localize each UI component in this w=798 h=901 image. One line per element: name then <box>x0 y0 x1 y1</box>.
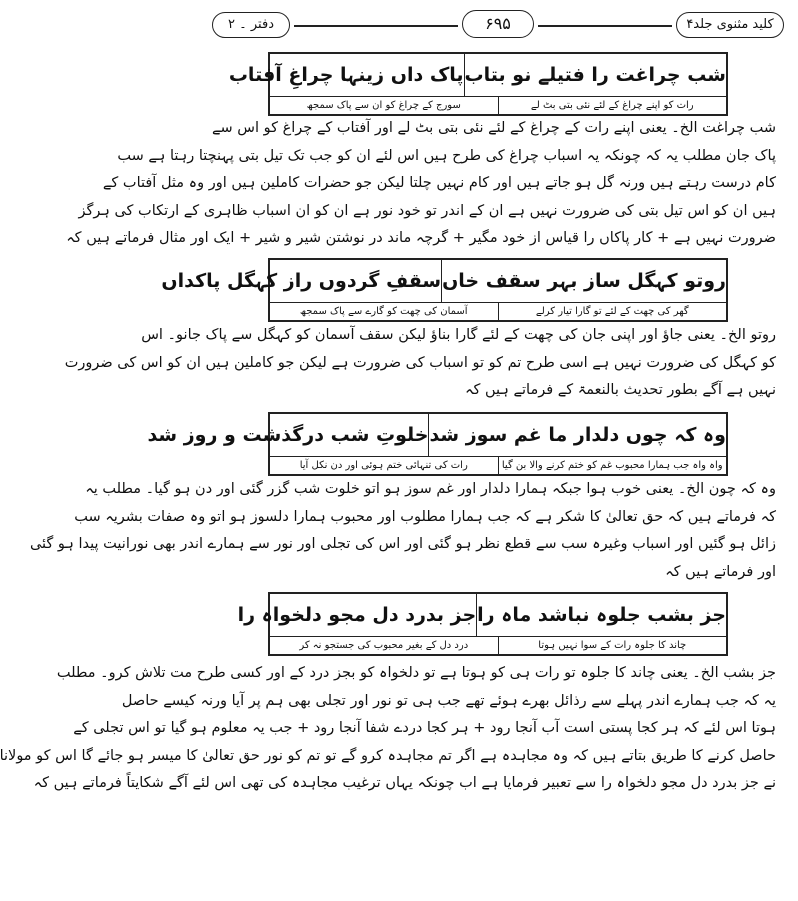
verse-line: خلوتِ شب درگذشت و روز شد <box>147 424 429 446</box>
verse-line: وہ کہ چوں دلدار ما غم سوز شد <box>428 414 726 456</box>
verse-translation: چاند کا جلوہ رات کے سوا نہیں ہوتا <box>498 637 727 654</box>
text-line: اور فرماتے ہیں کہ <box>665 563 776 580</box>
commentary-paragraph <box>66 115 776 253</box>
verse-translation: آسمان کی چھت کو گارے سے پاک سمجھ <box>299 306 468 317</box>
verse-line: شب چراغت را فتیلے نو بتاب <box>464 54 726 96</box>
header-rule <box>294 25 458 27</box>
verse-box <box>237 592 728 656</box>
text-line: وہ کہ چون الخ۔ یعنی خوب ہوا جبکہ ہمارا دلدار اور غم سوز ہو اتو خلوت شب گزر گئی اور دن ہو گیا۔ مطلب یہ <box>85 481 776 497</box>
text-line: ہیں ان کو اس تیل بتی کی ضرورت نہیں ہے ان کے اندر تو خود نور ہے ان کو ان اسباب ظاہری کے ارتکاب کی ہرگز <box>78 202 776 219</box>
verse-line: جز بدرد دل مجو دلخواہ را <box>237 604 477 626</box>
text-line: روتو الخ۔ یعنی جاؤ اور اپنی جان کی چھت کے لئے گارا بناؤ لیکن سقف آسمان کو کہگل سے پاک جانو۔ اس <box>141 327 776 343</box>
verse-translation: گھر کی چھت کے لئے تو گارا تیار کرلے <box>498 303 727 320</box>
text-line: حاصل کرنے کا طریق بتاتے ہیں کہ وہ مجاہدہ ہے اگر تم مجاہدہ کرو گے تو تم کو نور حق تعالیٰ کا میسر ہو جائے گا اس کو مولانا <box>0 747 776 764</box>
text-line: نے جز بدرد دل مجو دلخواہ را سے تعبیر فرمایا ہے اب چونکہ یہاں ترغیب مجاہدہ کی تھی اس لئے آگے شکایتاً فرماتے ہیں کہ <box>33 775 776 791</box>
text-line: جز بشب الخ۔ یعنی چاند کا جلوہ تو رات ہی کو ہوتا ہے تو دلخواہ کو بجز درد کے اور کسی طرح مت تلاش کرو۔ مطلب <box>56 665 776 681</box>
verse-translation: رات کی تنہائی ختم ہوئی اور دن نکل آیا <box>299 460 468 471</box>
page-header <box>212 8 784 42</box>
header-rule <box>538 25 672 27</box>
verse-box <box>228 52 728 116</box>
verse-box <box>161 258 728 322</box>
page-number: ۶۹۵ <box>462 10 534 38</box>
verse-box <box>147 412 728 476</box>
verse-line: سقفِ گردوں راز کہگل پاکداں <box>161 270 442 292</box>
text-line: کام درست رہتے ہیں ورنہ گل ہو جاتے ہیں اور کام نہیں چلتا لیکن جو حضرات کاملین ہیں اور وہ مثل آفتاب کے <box>102 175 776 191</box>
verse-translation: سورج کے چراغ کو ان سے پاک سمجھ <box>306 100 461 111</box>
commentary-paragraph <box>29 476 776 586</box>
verse-translation: واہ واہ جب ہمارا محبوب غم کو ختم کرنے والا بن گیا <box>498 457 727 474</box>
text-line: ضرورت نہیں ہے + کار پاکاں را قیاس از خود مگیر + گرچہ ماند در نوشتن شیر و شیر + ایک اور مثال فرماتے ہیں کہ <box>66 230 776 246</box>
commentary-paragraph <box>0 660 776 798</box>
text-line: کو کہگل کی ضرورت نہیں ہے اسی طرح تم کو تو اسباب کی ضرورت ہے لیکن جو کاملین ہیں ان کو اس کی ضرورت <box>64 354 776 371</box>
text-line: کہ فرماتے ہیں کہ حق تعالیٰ کا شکر ہے کہ جب ہمارا مطلوب اور محبوب ہمارا دلسوز ہو اتو وہ صفات بشریہ سب <box>74 508 776 525</box>
verse-line: روتو کہگل ساز بہر سقف خاں <box>441 260 726 302</box>
text-line: یہ کہ جب ہمارے اندر پہلے سے رذائل بھرے ہوئے تھے جب ہی تو نور اور تجلی بھی ہم پر آیا ورنہ کیسے حاصل <box>121 692 776 709</box>
text-line: پاک جان مطلب یہ کہ چونکہ یہ اسباب چراغ کی طرح ہیں اس لئے ان کو جب تک تیل بتی پہنچتا رہتا ہے سب <box>117 147 776 164</box>
text-line: زائل ہو گئیں اور اسباب وغیرہ سب سے قطع نظر ہو گئی اور اس کی تجلی اور نور سے ہمارے اندر بھی نورانیت پیدا ہو گئی <box>29 536 776 552</box>
section-label: دفتر ۔ ۲ <box>212 12 290 38</box>
text-line: ہوتا اس لئے کہ ہر کجا پستی است آب آنجا رود + ہر کجا دردے شفا آنجا رود + جب یہ معلوم ہو گیا تو اس تجلی کے <box>73 720 776 736</box>
verse-line: جز بشب جلوہ نباشد ماہ را <box>476 594 726 636</box>
text-line: شب چراغت الخ۔ یعنی اپنے رات کے چراغ کے لئے نئی بتی بٹ لے اور آفتاب کے چراغ کو اس سے <box>212 120 776 136</box>
verse-translation: رات کو اپنے چراغ کے لئے نئی بتی بٹ لے <box>498 97 727 114</box>
book-title: کلید مثنوی جلد۴ <box>676 12 784 38</box>
verse-translation: درد دل کے بغیر محبوب کی جستجو نہ کر <box>299 640 469 651</box>
commentary-paragraph <box>64 322 776 405</box>
text-line: نہیں ہے آگے بطور تحدیث بالنعمۃ کے فرماتے ہیں کہ <box>464 382 776 398</box>
verse-line: پاک داں زینہا چراغِ آفتاب <box>228 64 464 86</box>
